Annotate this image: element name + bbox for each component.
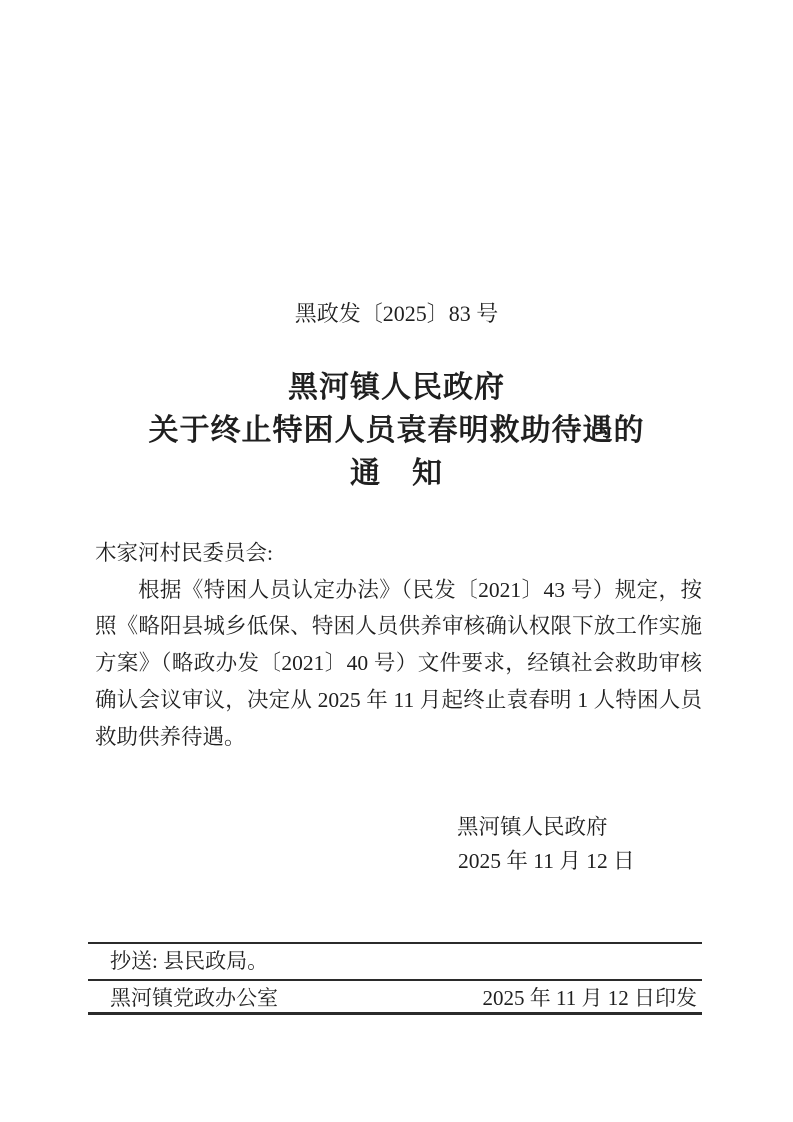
- document-number: 黑政发〔2025〕83 号: [294, 301, 499, 326]
- title-notice-line: 通 知: [350, 457, 443, 490]
- title-subject-line: 关于终止特困人员袁春明救助待遇的: [148, 414, 645, 447]
- footer-divider-middle: [88, 979, 702, 981]
- body-paragraph: 根据《特困人员认定办法》（民发〔2021〕43 号）规定，按照《略阳县城乡低保、特困人员供养审核确认权限下放工作实施方案》（略政办发〔2021〕40 号）文件要求，经镇社会救助审核确认会议审议，决定从 2025 年 11 月起终止袁春明 1 人特困人员救助供养待遇。: [95, 577, 702, 749]
- footer-divider-top: [88, 942, 702, 944]
- signature-date: 2025 年 11 月 12 日: [458, 849, 635, 873]
- print-date: 2025 年 11 月 12 日印发: [482, 986, 697, 1010]
- document-title: [0, 366, 793, 495]
- issuing-office: 黑河镇党政办公室: [110, 986, 278, 1010]
- signature-org: 黑河镇人民政府: [457, 815, 608, 839]
- document-body: [95, 535, 702, 755]
- cc-row: [110, 948, 268, 974]
- addressee: 木家河村民委员会:: [95, 541, 273, 565]
- print-row: [110, 985, 697, 1011]
- cc-text: 抄送: 县民政局。: [110, 949, 269, 973]
- title-org-line: 黑河镇人民政府: [288, 371, 505, 404]
- footer-divider-bottom: [88, 1012, 702, 1015]
